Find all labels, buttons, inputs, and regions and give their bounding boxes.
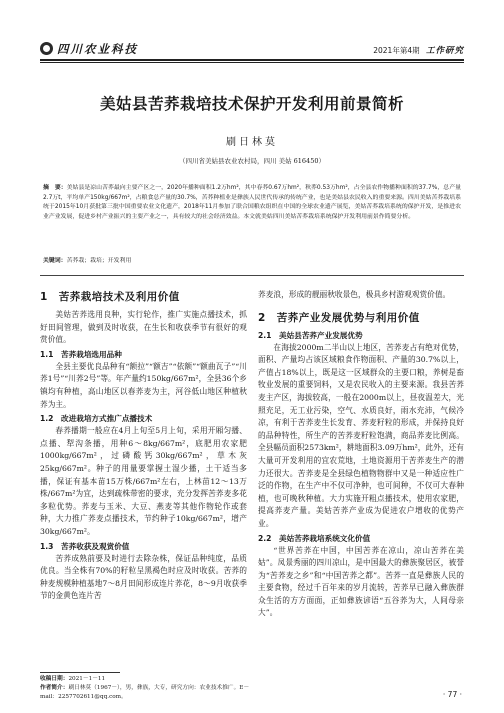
journal-name: 四川农业科技 xyxy=(57,42,138,56)
article-title: 美姑县苦荞栽培技术保护开发利用前景简析 xyxy=(99,95,404,113)
right-column xyxy=(258,289,464,669)
footnote xyxy=(40,675,250,702)
author-bio: 刷日林莫（1967－），男，彝族，大专，研究方向：农业技术推广。E－mail：2257702611@qq.com。 xyxy=(40,685,250,700)
header-rule-thin xyxy=(40,62,464,63)
abstract-label: 摘 要： xyxy=(43,185,67,191)
author-bio-line xyxy=(40,684,250,702)
section-heading: 2 苦荞产业发展优势与利用价值 xyxy=(258,311,420,324)
section-heading: 1 苦荞栽培技术及利用价值 xyxy=(40,291,180,303)
header-rule-thick xyxy=(40,59,464,61)
abstract-text: 美姑县是凉山苦荞最向主要产区之一，2020年播种面积1.2万hm²，其中春荞0.67万hm²，秋荞0.53万hm²，占全县农作物播种面积的37.7%，总产量2.7万t，平均单产150kg/667m²，占粮食总产量的30.7%，苦荞种植业是彝族人民世代传承的传统产业，也是美姑县农民收入的重要来源。四川美姑苦荞栽培系统于2015年10月获批第三批中国重要农业文化遗产，2018年11月参加了联合国粮农组织在中国的全球农业遗产展览，美姑苦荞栽培系统的保护开发，是推进农业产业发展，促进乡村产业振兴的主要产业之一，具有较大的社会经济效益。本文就美姑四川美姑苦荞栽培系统保护开发利用前景作简要分析。 xyxy=(43,185,462,221)
received-date-line xyxy=(40,675,250,684)
body-paragraph: 苦荞成熟前要及时进行去除杂株，保证品种纯度，品质优良。当全株有70%的籽粒呈黑褐色时应及时收获。苦荞的种麦规模种植基地7～8月田间形成连片荞花，8～9月收获季节的金黄色连片苦 xyxy=(40,553,247,601)
journal-logo-icon xyxy=(40,42,53,55)
body-paragraph: 美姑苦荞选用良种，实行轮作，推广实施点播技术，抓好田间管理，做到及时收获，在生长和收获季节有很好的观赏价值。 xyxy=(40,310,247,345)
keywords-text: 苦荞栽；栽培；开发利用 xyxy=(66,258,132,264)
body-paragraph: “世界苦荞在中国，中国苦荞在凉山，凉山苦荞在美姑”。凤景秀丽的四川凉山，是中国最大的彝族聚居区，被誉为“苦荞麦之乡”和“中国苦荞之都”。苦荞一直是彝族人民的主要食物，经过千百年来的岁月流转，苦荞早已融入彝族群众生活的方方面面，正如彝族谚语“五谷荞为大，人间母亲大”。 xyxy=(258,545,464,618)
page-header xyxy=(0,0,504,66)
subsection-heading: 2.1 美姑县苦荞产业发展优势 xyxy=(258,330,363,340)
article-author: 刷日林莫 xyxy=(226,137,278,148)
left-column xyxy=(40,289,247,684)
body-paragraph: 全县主要优良品种有“额拉”“额吉”“依额”“额曲瓦子”“川荞1号”“川荞2号”等。年产量约150kg/667m²，全县36个乡镇均有种植，高山地区以春荞麦为主，河谷低山地区种植秋荞为主。 xyxy=(40,361,247,409)
body-paragraph: 在海拔2000m二半山以上地区，苦荞麦占有绝对优势，面积、产量均占该区域粮食作物面积、产量的30.7%以上，产值占18%以上，既是这一区域群众的主要口粮，养树是畜牧业发展的重要饲料，又是农民收入的主要来源。我县苦荞麦主产区，海拔较高，一般在2000m以上，昼夜温差大，光照充足，无工业污染，空气、水质良好，雨水充沛，气候冷凉，有利于苦荞麦生长发育、荞麦籽粒的形成，并保持良好的品种特性，所生产的苦荞麦籽粒饱满，商品荞麦比例高。全县幅员面积2573km²，耕地面积3.09万hm²，此外，还有大量可开发利用的宜农荒地，土地资源用于苦荞麦生产的潜力还很大。苦荞麦是全县绿色植物物群中又是一种适应性广泛的作物，在生产中不仅可净种，也可间种，不仅可大春种植，也可晚秋种植。大力实施开粗点播技术，使用农家肥，提高荞麦产量。美姑苦荞产业成为促进农户增收的优势产业。 xyxy=(258,342,464,528)
subsection-heading: 1.3 苦荞收获及观赏价值 xyxy=(40,541,130,551)
received-date: 2021－1－11 xyxy=(68,676,106,682)
subsection-heading: 1.1 苦荞栽培选用品种 xyxy=(40,349,122,359)
column-name: 工作研究 xyxy=(425,46,464,56)
body-paragraph: 荞麦浪，形成的靓丽秋收景色，极具乡村游观观赏价值。 xyxy=(258,290,451,299)
keywords-label: 关键词： xyxy=(43,258,67,264)
body-paragraph: 春荞播期一般应在4月上旬至5月上旬，采用开厢匀播、点播、犁沟条播，用种6～8kg/667m²，底肥用农家肥1000kg/667m²，过磷酸钙30kg/667m²，草木灰25kg/667m²。种子的用量要掌握土湿少播，土干适当多播，保证有基本苗15万株/667m²左右，上林苗12～13万株/667m²为宜，达到疏株带密的要求，充分发挥苦荞麦多花多粒优势。荞麦与玉米、大豆、燕麦等其他作物轮作或套种，大力推广荞麦点播技术，节约种子10kg/667m²，增产30kg/667m²。 xyxy=(40,426,247,536)
page-number: · 77 · xyxy=(442,690,462,699)
keywords xyxy=(43,255,461,264)
author-bio-label: 作者简介： xyxy=(40,685,69,691)
abstract-divider xyxy=(40,275,464,276)
issue-number: 2021年第4期 xyxy=(373,46,420,55)
subsection-heading: 1.2 改进栽培方式推广点播技术 xyxy=(40,414,153,424)
author-affiliation: （四川省美姑县农业农村局，四川 美姑 616450） xyxy=(179,157,325,165)
received-label: 收稿日期： xyxy=(40,676,69,682)
issue-info xyxy=(373,44,464,56)
subsection-heading: 2.2 美姑苦荞栽培系统文化价值 xyxy=(258,533,371,543)
abstract xyxy=(43,184,461,223)
footnote-divider xyxy=(40,672,120,673)
